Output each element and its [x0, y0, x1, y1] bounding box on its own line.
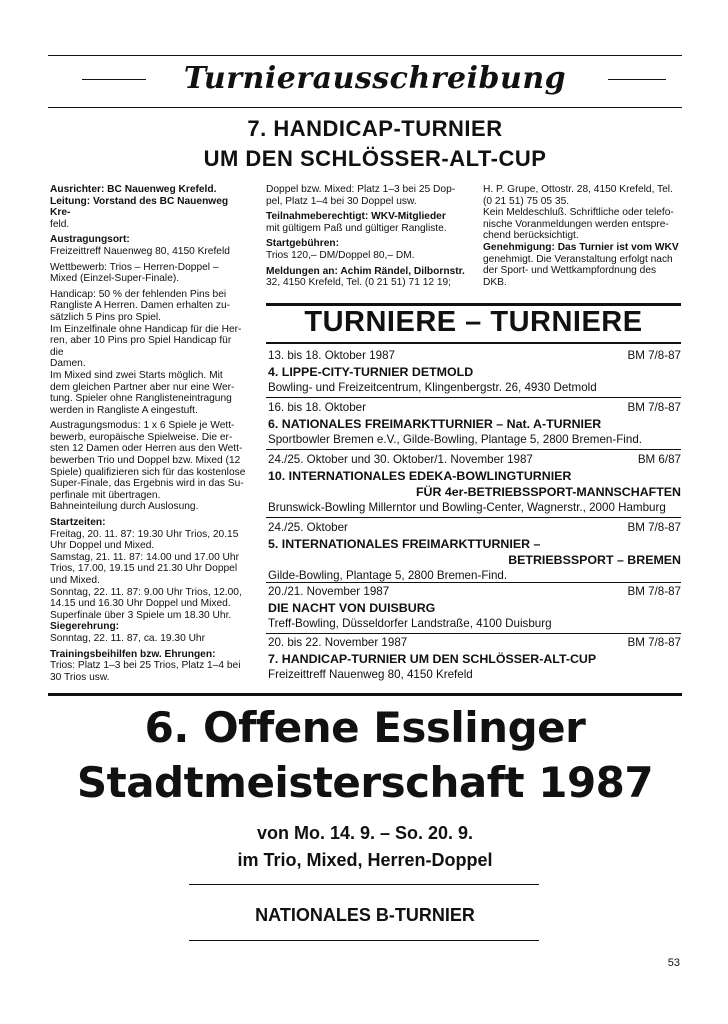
esslingen-heading-line1: 6. Offene Esslinger [144, 703, 586, 752]
top-rule [48, 55, 682, 56]
announcement-column-2 [266, 184, 468, 293]
text-line: Uhr Doppel und Mixed. [50, 540, 155, 552]
entry-date: 24./25. Oktober [268, 521, 348, 534]
text-line: mit gültigem Paß und gültiger Rangliste. [266, 222, 447, 234]
tournament-heading-line2: UM DEN SCHLÖSSER-ALT-CUP [203, 146, 547, 171]
entry-venue: Brunswick-Bowling Millerntor und Bowling-Center, Wagnerstr., 2000 Hamburg [268, 501, 666, 514]
text-line: Trios 120,– DM/Doppel 80,– DM. [266, 249, 415, 261]
text-line: Startgebühren: [266, 238, 340, 250]
text-line: Rangliste A Herren. Damen erhalten zu- [50, 300, 231, 312]
text-line: sätzlich 5 Pins pro Spiel. [50, 311, 161, 323]
entry-date: 20. bis 22. November 1987 [268, 636, 408, 649]
text-line: Kein Meldeschluß. Schriftliche oder telefo- [483, 207, 674, 219]
text-line: nische Voranmeldungen werden entspre- [483, 218, 669, 230]
text-line: 14.15 und 16.30 Uhr Doppel und Mixed. [50, 598, 231, 610]
entry-name: 10. INTERNATIONALES EDEKA-BOWLINGTURNIER [268, 469, 572, 483]
text-line: Freitag, 20. 11. 87: 19.30 Uhr Trios, 20.15 [50, 528, 239, 540]
entry-date: 13. bis 18. Oktober 1987 [268, 349, 395, 362]
text-line: Trios: Platz 1–3 bei 25 Trios, Platz 1–4 bei [50, 660, 241, 672]
esslingen-disciplines: im Trio, Mixed, Herren-Doppel [237, 850, 493, 870]
text-line: Genehmigung: Das Turnier ist vom WKV [483, 241, 679, 253]
text-line: Im Mixed sind zwei Starts möglich. Mit [50, 369, 223, 381]
text-line: Im Einzelfinale ohne Handicap für die Her- [50, 323, 242, 335]
text-line: Siegerehrung: [50, 621, 120, 633]
text-line: der Sport- und Wettkampfordnung des [483, 265, 657, 277]
text-line: genehmigt. Die Veranstaltung erfolgt nach [483, 253, 673, 265]
announcement-column-1 [50, 184, 246, 687]
text-line: sten 12 Damen oder Herren aus den Wett- [50, 443, 243, 455]
esslingen-dates: von Mo. 14. 9. – So. 20. 9. [256, 823, 474, 843]
text-line: bewerben Trio und Doppel bzw. Mixed (12 [50, 455, 241, 467]
tournament-entry [268, 400, 681, 448]
text-line: Spiele) qualifizieren sich für das kostenlose [50, 466, 246, 478]
tournament-entry [268, 584, 681, 632]
entry-venue: Treff-Bowling, Düsseldorfer Landstraße, 4100 Duisburg [268, 617, 552, 630]
tournament-entry [268, 348, 681, 396]
entry-name: DIE NACHT VON DUISBURG [268, 601, 436, 615]
text-line: Sonntag, 22. 11. 87, ca. 19.30 Uhr [50, 632, 205, 644]
entry-venue: Gilde-Bowling, Plantage 5, 2800 Bremen-Find. [268, 569, 508, 582]
entry-bm-ref: BM 7/8-87 [627, 585, 681, 598]
text-line: Teilnahmeberechtigt: WKV-Mitglieder [266, 211, 446, 223]
entry-divider [266, 449, 681, 450]
text-line: Superfinale über 3 Spiele um 18.30 Uhr. [50, 609, 232, 621]
tournament-entry [268, 520, 681, 584]
text-line: (0 21 51) 75 05 35. [483, 195, 570, 207]
text-line: Damen. [50, 358, 86, 370]
text-line: Austragungsmodus: 1 x 6 Spiele je Wett- [50, 420, 235, 432]
entry-bm-ref: BM 7/8-87 [627, 349, 681, 362]
entry-name-continued: FÜR 4er-BETRIEBSSPORT-MANNSCHAFTEN [415, 485, 681, 499]
text-line: Leitung: Vorstand des BC Nauenweg Kre- [50, 195, 229, 219]
esslingen-top-rule [48, 693, 682, 696]
entry-name: 6. NATIONALES FREIMARKTTURNIER – Nat. A-TURNIER [268, 417, 602, 431]
text-line: Meldungen an: Achim Rändel, Dilbornstr. [266, 265, 465, 277]
page-title: Turnierausschreibung [183, 61, 567, 96]
title-underline-rule [48, 107, 682, 108]
text-line: Sonntag, 22. 11. 87: 9.00 Uhr Trios, 12.00, [50, 586, 242, 598]
entry-divider [266, 582, 681, 583]
esslingen-bottom-rule [189, 940, 539, 941]
text-line: 32, 4150 Krefeld, Tel. (0 21 51) 71 12 19; [266, 277, 452, 289]
text-line: tung. Spieler ohne Ranglisteneintragung [50, 393, 232, 405]
text-line: H. P. Grupe, Ottostr. 28, 4150 Krefeld, Tel. [483, 184, 673, 195]
text-line: Doppel bzw. Mixed: Platz 1–3 bei 25 Dop- [266, 184, 456, 195]
text-line: pel, Platz 1–4 bei 30 Doppel usw. [266, 195, 417, 207]
text-line: Trios, 17.00, 19.15 und 21.30 Uhr Doppel [50, 563, 238, 575]
entry-bm-ref: BM 6/87 [637, 453, 681, 466]
text-line: Startzeiten: [50, 517, 106, 529]
text-line: dem gleichen Partner aber nur eine Wer- [50, 381, 235, 393]
entry-name-continued: BETRIEBSSPORT – BREMEN [508, 553, 681, 567]
entry-name: 5. INTERNATIONALES FREIMARKTTURNIER – [268, 537, 541, 551]
text-line: DKB. [483, 276, 507, 288]
esslingen-heading-line2: Stadtmeisterschaft 1987 [76, 758, 654, 807]
announcement-column-3 [483, 184, 683, 292]
text-line: feld. [50, 218, 70, 230]
entry-date: 24./25. Oktober und 30. Oktober/1. November 1987 [268, 453, 533, 466]
text-line: Wettbewerb: Trios – Herren-Doppel – [50, 261, 219, 273]
turniere-heading: TURNIERE – TURNIERE [304, 306, 643, 338]
text-line: werden in Rangliste A eingestuft. [50, 404, 198, 416]
text-line: Super-Finale, das Ergebnis wird in das Su- [50, 478, 244, 490]
esslingen-mid-rule [189, 884, 539, 885]
text-line: bewerb, europäische Spielweise. Die er- [50, 431, 233, 443]
entry-bm-ref: BM 7/8-87 [627, 636, 681, 649]
text-line: Samstag, 21. 11. 87: 14.00 und 17.00 Uhr [50, 551, 239, 563]
text-line: Bahneinteilung durch Auslosung. [50, 501, 199, 513]
text-line: Ausrichter: BC Nauenweg Krefeld. [50, 184, 217, 195]
entry-bm-ref: BM 7/8-87 [627, 521, 681, 534]
entry-divider [266, 633, 681, 634]
page-number: 53 [667, 957, 680, 969]
entry-bm-ref: BM 7/8-87 [627, 401, 681, 414]
text-line: Handicap: 50 % der fehlenden Pins bei [50, 288, 227, 300]
turniere-heading-rule [266, 342, 681, 344]
text-line: Freizeittreff Nauenweg 80, 4150 Krefeld [50, 245, 230, 257]
entry-divider [266, 397, 681, 398]
text-line: und Mixed. [50, 575, 100, 586]
text-line: chend berücksichtigt. [483, 230, 579, 242]
title-rule-left [82, 79, 146, 80]
esslingen-category: NATIONALES B-TURNIER [255, 905, 475, 925]
tournament-entry [268, 452, 681, 516]
tournament-heading-line1: 7. HANDICAP-TURNIER [247, 116, 503, 141]
tournament-entry [268, 635, 681, 683]
entry-venue: Sportbowler Bremen e.V., Gilde-Bowling, Plantage 5, 2800 Bremen-Find. [268, 433, 642, 446]
text-line: Mixed (Einzel-Super-Finale). [50, 273, 180, 285]
entry-venue: Bowling- und Freizeitcentrum, Klingenbergstr. 26, 4930 Detmold [268, 381, 597, 394]
entry-name: 7. HANDICAP-TURNIER UM DEN SCHLÖSSER-ALT-CUP [268, 652, 597, 666]
entry-date: 16. bis 18. Oktober [268, 401, 366, 414]
text-line: 30 Trios usw. [50, 671, 110, 683]
text-line: perfinale mit übertragen. [50, 489, 161, 501]
entry-date: 20./21. November 1987 [268, 585, 390, 598]
text-line: Trainingsbeihilfen bzw. Ehrungen: [50, 648, 216, 660]
text-line: ren, aber 10 Pins pro Spiel Handicap für die [50, 335, 232, 358]
entry-venue: Freizeittreff Nauenweg 80, 4150 Krefeld [268, 668, 473, 681]
text-line: Austragungsort: [50, 234, 130, 246]
entry-divider [266, 517, 681, 518]
entry-name: 4. LIPPE-CITY-TURNIER DETMOLD [268, 365, 474, 379]
title-rule-right [608, 79, 666, 80]
